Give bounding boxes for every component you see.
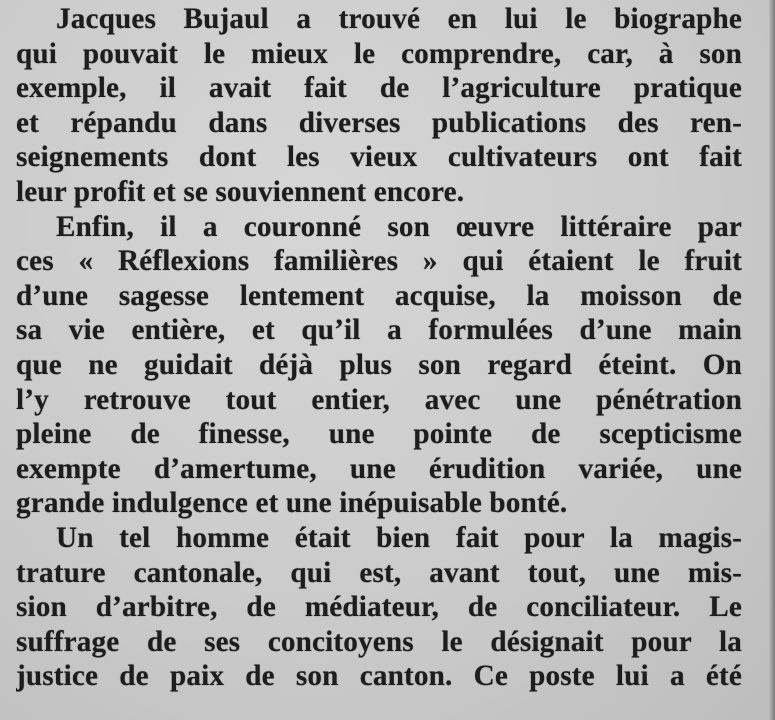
text-line: justice de paix de son canton. Ce poste lui a été — [16, 660, 742, 693]
text-line: qui pouvait le mieux le comprendre, car, à son — [16, 37, 742, 70]
text-line: Jacques Bujaul a trouvé en lui le biographe — [56, 3, 742, 35]
article-column — [16, 2, 742, 694]
text-line: l’y retrouve tout entier, avec une pénétration — [16, 383, 742, 416]
text-line: pleine de finesse, une pointe de scepticisme — [16, 418, 742, 451]
text-line: suffrage de ses concitoyens le désignait pour la — [16, 625, 742, 658]
text-line: ces « Réflexions familières » qui étaient le fruit — [16, 245, 742, 278]
text-line: exemple, il avait fait de l’agriculture pratique — [16, 72, 742, 105]
text-line: exempte d’amertume, une érudition variée, une — [16, 452, 742, 485]
page-edge-shadow — [769, 0, 775, 720]
text-line: grande indulgence et une inépuisable bonté. — [16, 487, 568, 520]
text-line: Un tel homme était bien fait pour la magis- — [56, 521, 742, 554]
text-line: d’une sagesse lentement acquise, la moisson de — [16, 279, 742, 312]
text-line: trature cantonale, qui est, avant tout, une mis- — [16, 556, 742, 589]
text-line: que ne guidait déjà plus son regard éteint. On — [16, 348, 742, 381]
text-line: Enfin, il a couronné son œuvre littéraire par — [56, 210, 742, 243]
text-line: et répandu dans diverses publications des ren- — [16, 106, 742, 139]
text-line: sa vie entière, et qu’il a formulées d’une main — [16, 314, 742, 347]
text-line: seignements dont les vieux cultivateurs ont fait — [16, 141, 742, 174]
text-line: sion d’arbitre, de médiateur, de conciliateur. Le — [16, 591, 742, 624]
text-line: leur profit et se souviennent encore. — [16, 175, 465, 208]
paragraph-1 — [16, 2, 742, 210]
paragraph-3 — [16, 521, 742, 694]
paragraph-2 — [16, 210, 742, 521]
